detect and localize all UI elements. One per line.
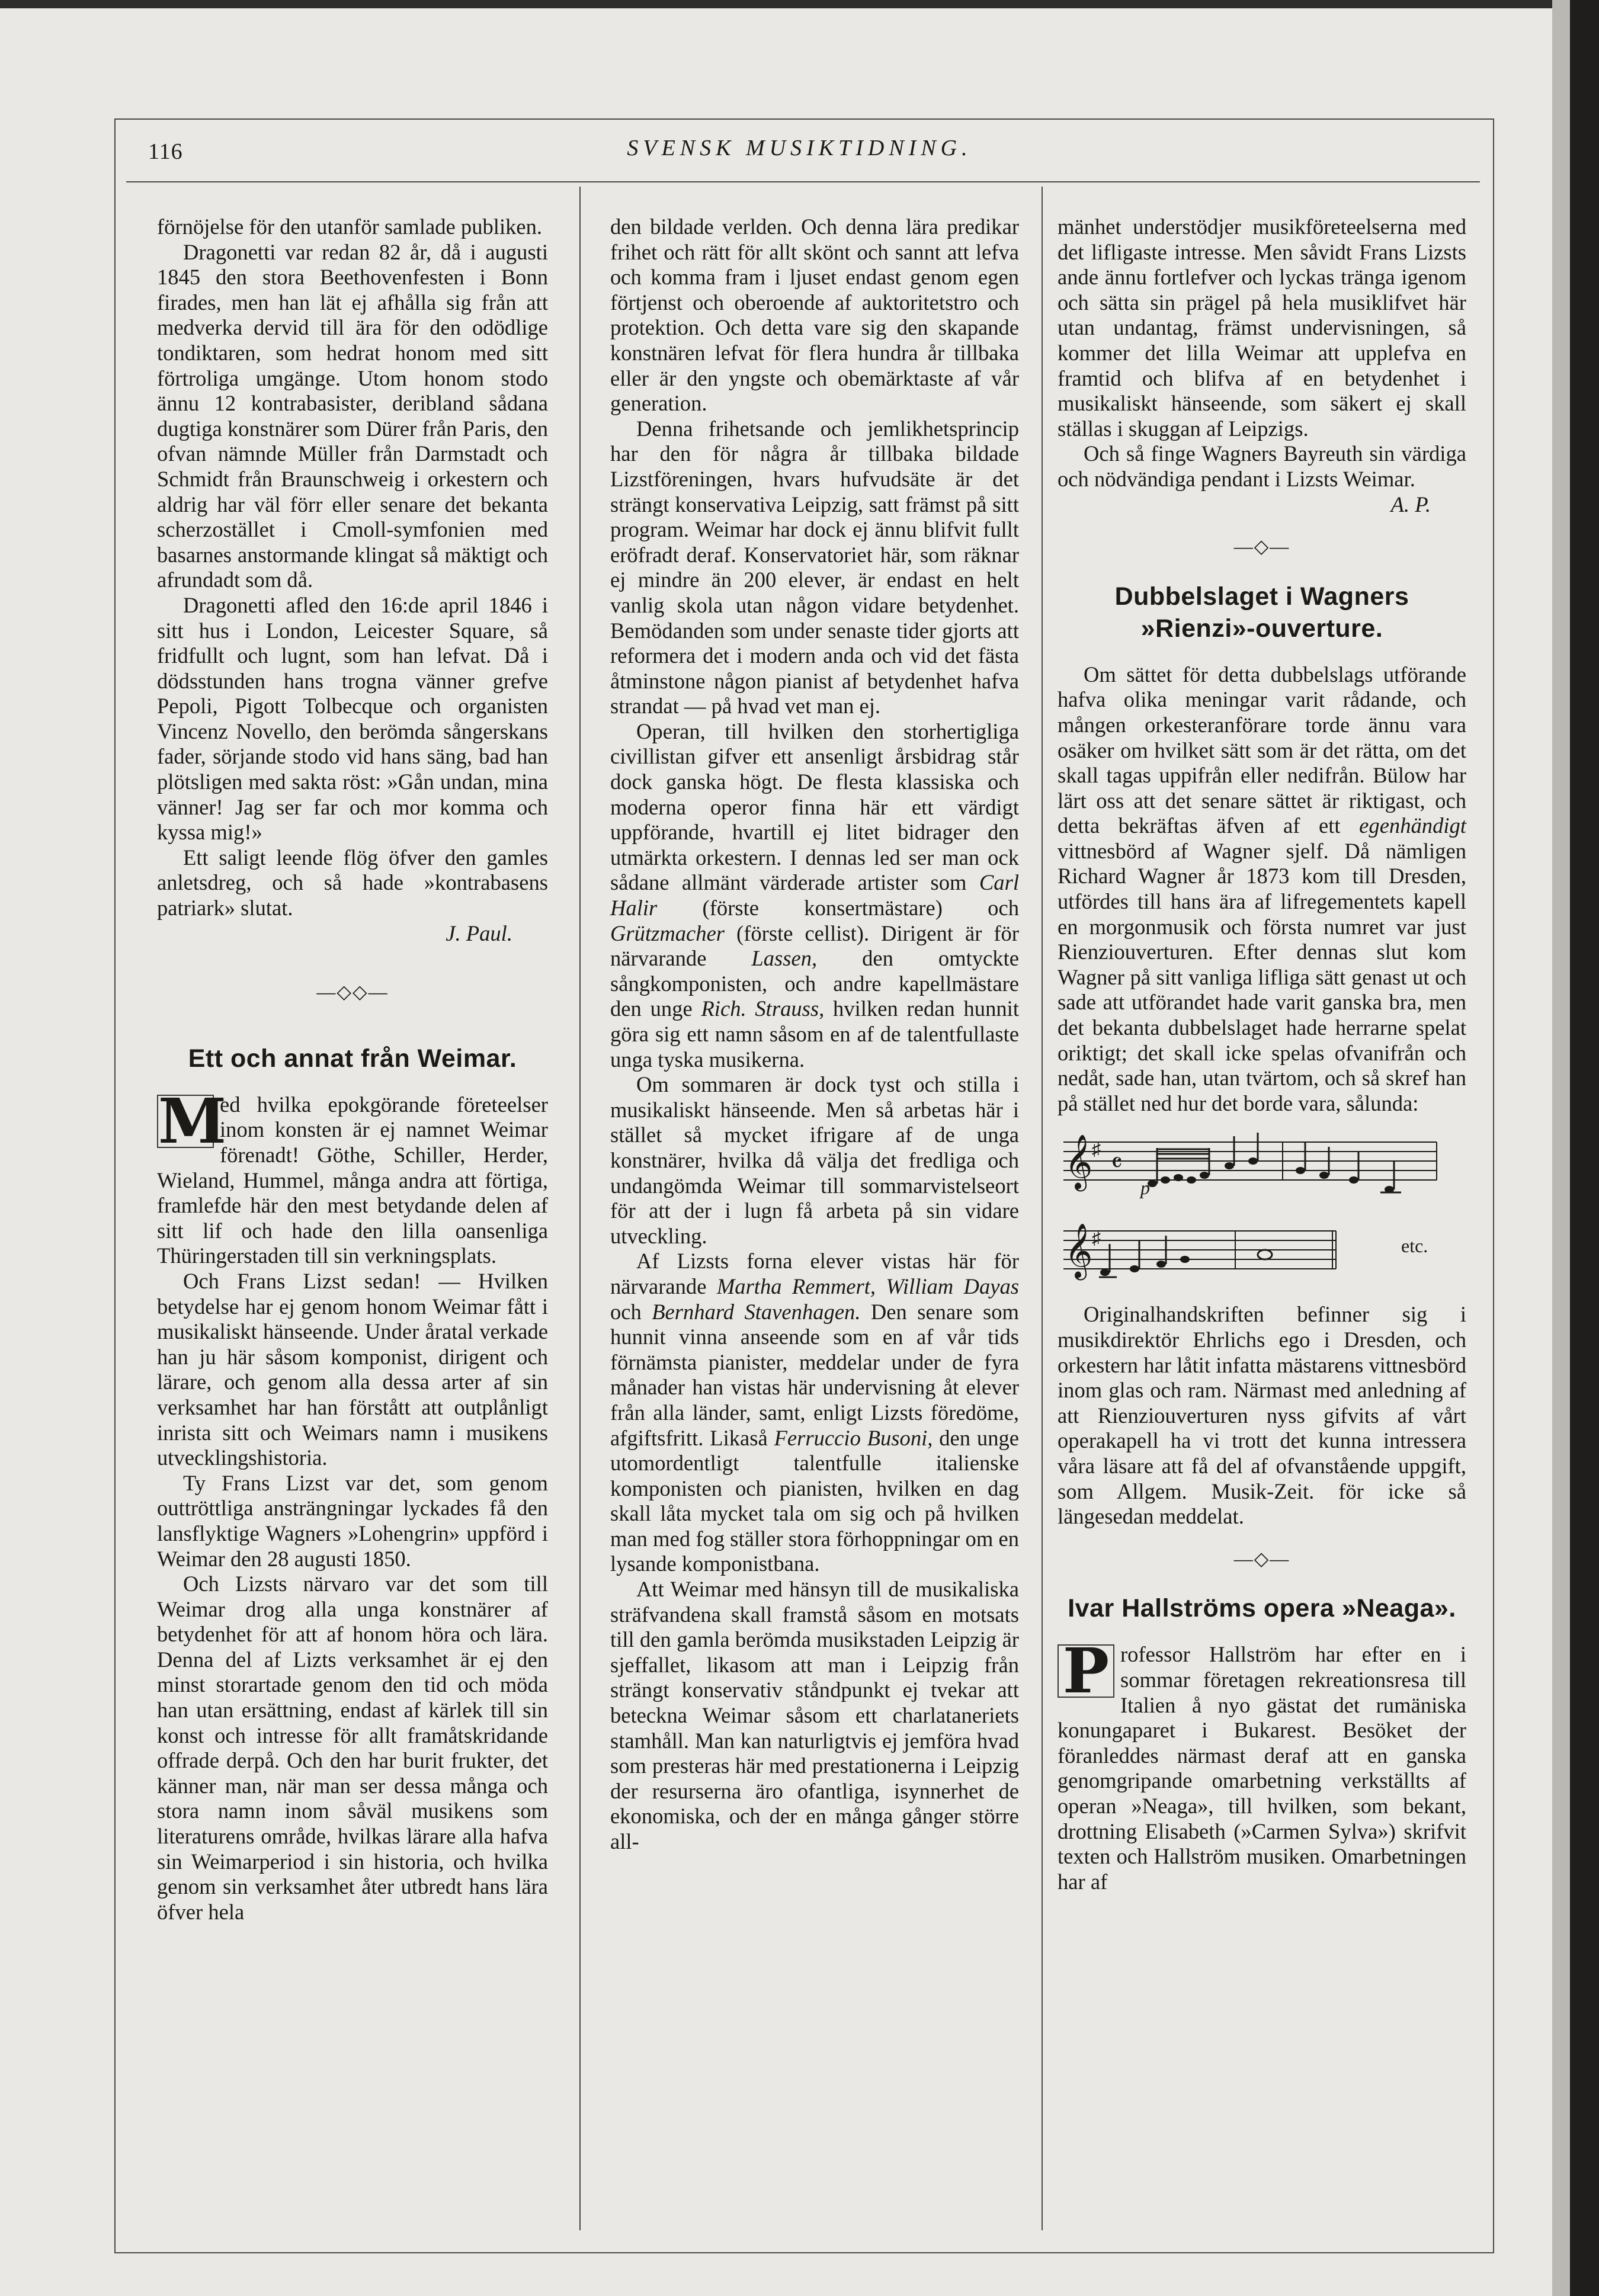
paragraph <box>1058 1634 1466 1894</box>
name-italic: Grützmacher <box>610 921 725 945</box>
paragraph: Och Lizsts närvaro var det som till Weimar drog alla unga konstnärer af betydenhet för att af honom höra och lära. Denna del af Lizts verksamhet är ej den minst storartade genom den tid och möda han utan ersättning, endast af kärlek till sin konst och intresse för allt framåtskridande offrade derpå. Och den har burit frukter, det känner man, när man ser dessa många och stora namn inom såväl musikens som literaturens område, hvilkas lärare alla hafva sin Weimarperiod i sin historia, och hvilka genom sin verksamhet åter utbredt hans lära öfver hela <box>157 1572 548 1924</box>
drop-cap: M <box>158 1084 227 1157</box>
scan-top-band <box>0 0 1599 8</box>
column-left <box>157 214 548 1925</box>
text-run: (förste konsertmästare) och <box>702 896 1019 921</box>
scan-right-border <box>1570 0 1599 2296</box>
signature: A. P. <box>1390 492 1431 517</box>
name-italic: Rich. Strauss, <box>701 996 825 1021</box>
paragraph: Om sommaren är dock tyst och stilla i musikaliskt hänseende. Men så arbetas här i stället så mycket ifrigare af de unga konstnärer, hvilka då välja det fredliga och undangömda Weimar till sommarvistelseort för att der i lugn få arbeta på sin vidare utveckling. <box>610 1072 1019 1248</box>
dynamic-marking: p <box>1140 1177 1150 1199</box>
paragraph <box>610 1249 1019 1577</box>
svg-text:♯: ♯ <box>1092 1140 1101 1160</box>
paragraph: Dragonetti afled den 16:de april 1846 i sitt hus i London, Leicester Square, så fridfullt och lugnt, som han lefvat. Då i dödsstunden hans trogna vänner grefve Pepoli, Pigott Tolbecque och organisten Vincenz Novello, den berömda sångerskans fader, sörjande stodo vid hans säng, bad han plötsligen med sakta röst: »Gån undan, mina vänner! Jag ser far och mor komma och kyssa mig!» <box>157 592 548 845</box>
paragraph <box>610 719 1019 1072</box>
music-notation <box>1058 1124 1466 1296</box>
signature: J. Paul. <box>446 921 512 945</box>
text-run: den unge utomordentligt talentfulle italienske komponisten och pianisten, hvilken en dag skall låta mycket tala om sig och på hvilken man med fog ställer stora förhoppningar om en lysande komponistbana. <box>610 1425 1020 1576</box>
name-italic: Ferruccio Busoni, <box>774 1425 933 1450</box>
paragraph <box>157 1084 548 1269</box>
svg-text:𝄴: 𝄴 <box>1111 1148 1123 1179</box>
word-italic: egenhändigt <box>1359 813 1466 838</box>
heading-line: Dubbelslaget i Wagners <box>1114 582 1409 611</box>
paragraph: den bildade verlden. Och denna lära predikar frihet och rätt för allt skönt och sannt att lefva och komma fram i ljuset endast genom egen förtjenst och oberoende af auktoritetstro och protektion. Och detta vare sig den skapande konstnären lefvat för flera hundra år tillbaka eller är den yngste och obemärktaste af vår generation. <box>610 214 1019 416</box>
svg-text:♯: ♯ <box>1092 1229 1101 1249</box>
drop-cap: P <box>1058 1644 1114 1698</box>
text-run: (förste cellist). Dirigent är för närvarande <box>610 921 1019 971</box>
text-run: Operan, till hvilken den storhertigliga civillistan gifver ett ansenligt årsbidrag står dock ganska högt. De flesta klassiska och moderna operor finna här ett värdigt uppförande, hvartill ej litet bidrager den utmärkta orkestern. I dennas led ser man ock sådane allmänt värderade artister som <box>610 719 1019 895</box>
paragraph: förnöjelse för den utanför samlade publiken. <box>157 214 543 239</box>
text-run: Den senare som hunnit vinna anseende som en af vår tids förnämsta pianister, meddelar under de fyra månader han vistas här undervisning åt elever från alla länder, samt, enligt Lizsts föredöme, afgiftsfritt. Likaså <box>610 1299 1019 1450</box>
paragraph: Ty Frans Lizst var det, som genom outtröttliga ansträngningar lyckades få den lansflyktige Wagners »Lohengrin» uppförd i Weimar den 28 augusti 1850. <box>157 1470 548 1571</box>
column-rule-1 <box>579 187 581 2230</box>
name-italic: Lassen, <box>751 946 818 971</box>
text-run: Af Lizsts forna elever vistas här för närvarande <box>610 1249 1019 1298</box>
ornament-divider: —◇— <box>1233 535 1290 557</box>
paragraph-text: ed hvilka epokgörande företeelser inom konsten är ej namnet Weimar förenadt! Göthe, Schiller, Herder, Wieland, Hummel, många andra att förtiga, framlefde här den mest betydande delen af sitt lif och hade den lilla oansenliga Thüringerstaden till sin verkningsplats. <box>157 1092 548 1268</box>
text-run: och <box>610 1299 642 1324</box>
paragraph: Denna frihetsande och jemlikhetsprincip har den för några år tillbaka bildade Lizstföreningen, hvars hufvudsäte är det strängt konservativa Leipzig, satt främst på sitt program. Weimar har dock ej ännu blifvit fullt eröfradt deraf. Konservatoriet här, som räknar ej mindre än 200 elever, är endast en helt vanlig skola utan någon vidare betydenhet. Bemödanden som under senaste tider gjorts att reformera det i modern anda och vid det fästa åtminstone någon pianist af betydenhet hafva strandat — på hvad vet man ej. <box>610 416 1019 719</box>
text-run: den omtyckte sångkomponisten, och andre kapellmästare den unge <box>610 946 1019 1021</box>
text-run: hvilken redan hunnit göra sig ett namn såsom en af de talentfullaste unga tyska musikerna. <box>610 996 1019 1072</box>
name-italic: Martha Remmert, William Dayas <box>716 1274 1019 1298</box>
paragraph: Och Frans Lizst sedan! — Hvilken betydelse har ej genom honom Weimar fått i musikaliskt hänseende. Under åratal verkade han ju här såsom komponist, dirigent och lärare, och genom alla dessa arter af sin verksamhet har han förstått att outplånligt inrista sitt och Weimars namn i musikens utvecklingshistoria. <box>157 1268 548 1470</box>
column-rule-2 <box>1042 187 1043 2230</box>
paragraph: Dragonetti var redan 82 år, då i augusti 1845 den stora Beethovenfesten i Bonn firades, men han lät ej afhålla sig från att medverka dervid till ära för den odödlige tondiktaren, som hedrat honom med sitt förtroliga umgänge. Utom honom stodo ännu 12 kontrabasister, deribland sådana dugtiga konstnärer som Dürer från Paris, den ofvan nämnde Müller från Darmstadt och Schmidt från Braunschweig i orkestern och aldrig har väl förr eller senare det bekanta scherzostället i Cmoll-symfonien med basarnes anstormande klingat så mäktigt och afrundadt som då. <box>157 239 548 592</box>
ornament-divider: —◇— <box>1233 1547 1290 1569</box>
column-right <box>1058 214 1466 1894</box>
paragraph <box>1058 662 1466 1117</box>
ornament-divider: —◇◇— <box>316 981 389 1003</box>
paragraph: Att Weimar med hänsyn till de musikaliska sträfvandena skall framstå såsom en motsats till den gamla berömda musikstaden Leipzig är sjeffallet, likasom att man i Leipzig från strängt konservativ ståndpunkt ej tvekar att beteckna Weimar såsom ett charlataneriets stamhåll. Man kan naturligtvis ej jemföra hvad som presteras här med prestationerna i Leipzig der resurserna äro ofantliga, isynnerhet de ekonomiska, och der en många gånger större all- <box>610 1577 1019 1854</box>
paragraph: Ett saligt leende flög öfver den gamles anletsdreg, och så hade »kontrabasens patriark» slutat. <box>157 845 548 921</box>
scan-page-edge <box>1552 0 1571 2296</box>
article-heading: Ivar Hallströms opera »Neaga». <box>1068 1594 1456 1623</box>
heading-line: »Rienzi»-ouverture. <box>1140 614 1383 643</box>
paragraph: mänhet understödjer musikföreteelserna med det lifligaste intresse. Men såvidt Frans Lizsts ande ännu fortlefver och lyckas tränga igenom och sätta sin prägel på hela musiklifvet här utan undantag, främst undervisningen, så kommer det lilla Weimar att upplefva en framtid och blifva af en betydenhet i musikaliskt hänseende, som säkert ej skall ställas i skuggan af Leipzigs. <box>1058 214 1466 441</box>
svg-text:𝄞: 𝄞 <box>1065 1134 1093 1189</box>
paragraph: Originalhandskriften befinner sig i musikdirektör Ehrlichs ego i Dresden, och orkestern har låtit infatta mästarens vittnesbörd inom glas och ram. Närmast med anledning af att Rienziouverturen nyss gifvits af vårt operakapell ha vi trott det kunna intressera våra läsare att få del af ofvanstående uppgift, som Allgem. Musik-Zeit. för icke så längesedan meddelat. <box>1058 1302 1466 1529</box>
page-number: 116 <box>148 139 183 164</box>
name-italic: Carl Halir <box>610 870 1019 921</box>
column-middle <box>610 214 1019 1855</box>
text-run: vittnesbörd af Wagner sjelf. Då nämligen Richard Wagner år 1873 kom till Dresden, utfördes till hans ära af lifregementets kapell en morgonmusik och första numret var just Rienziouverturen. Efter dennas slut kom Wagner på sitt vanliga lifliga sätt genast ut och sade att utförandet hade varit ganska bra, men det bekanta dubbelslaget hade herrarne spelat oriktigt; det skall icke spelas ofvanifrån och nedåt, sade han, utan tvärtom, och så skref han på stället ned hur det borde vara, sålunda: <box>1058 838 1466 1115</box>
music-etc: etc. <box>1401 1235 1428 1257</box>
article-heading <box>1058 581 1466 644</box>
name-italic: Bernhard Stavenhagen. <box>652 1299 861 1324</box>
music-staff-image <box>1058 1124 1466 1296</box>
running-title: SVENSK MUSIKTIDNING. <box>627 136 972 161</box>
svg-text:𝄞: 𝄞 <box>1065 1223 1093 1278</box>
paragraph: Och så finge Wagners Bayreuth sin värdiga och nödvändiga pendant i Lizsts Weimar. <box>1058 441 1466 491</box>
article-heading: Ett och annat från Weimar. <box>188 1044 517 1073</box>
text-run: Om sättet för detta dubbelslags utförande hafva olika meningar varit rådande, och mången orkesteranförare torde ännu vara osäker om hvilket sätt som är det rätta, om det skall tagas uppifrån eller nedifrån. Bülow har lärt oss att det senare sättet är riktigast, och detta bekräftas äfven af ett <box>1058 662 1466 838</box>
paragraph-text: rofessor Hallström har efter en i sommar företagen rekreationsresa till Italien å nyo gästat det rumäniska konungaparet i Bukarest. Besöket der föranleddes närmast deraf att en ganska genomgripande omarbetning verkställts af operan »Neaga», till hvilken, som bekant, drottning Elisabeth (»Carmen Sylva») skrifvit texten och Hallström musiken. Omarbetningen har af <box>1058 1642 1466 1894</box>
header-rule <box>126 181 1480 182</box>
